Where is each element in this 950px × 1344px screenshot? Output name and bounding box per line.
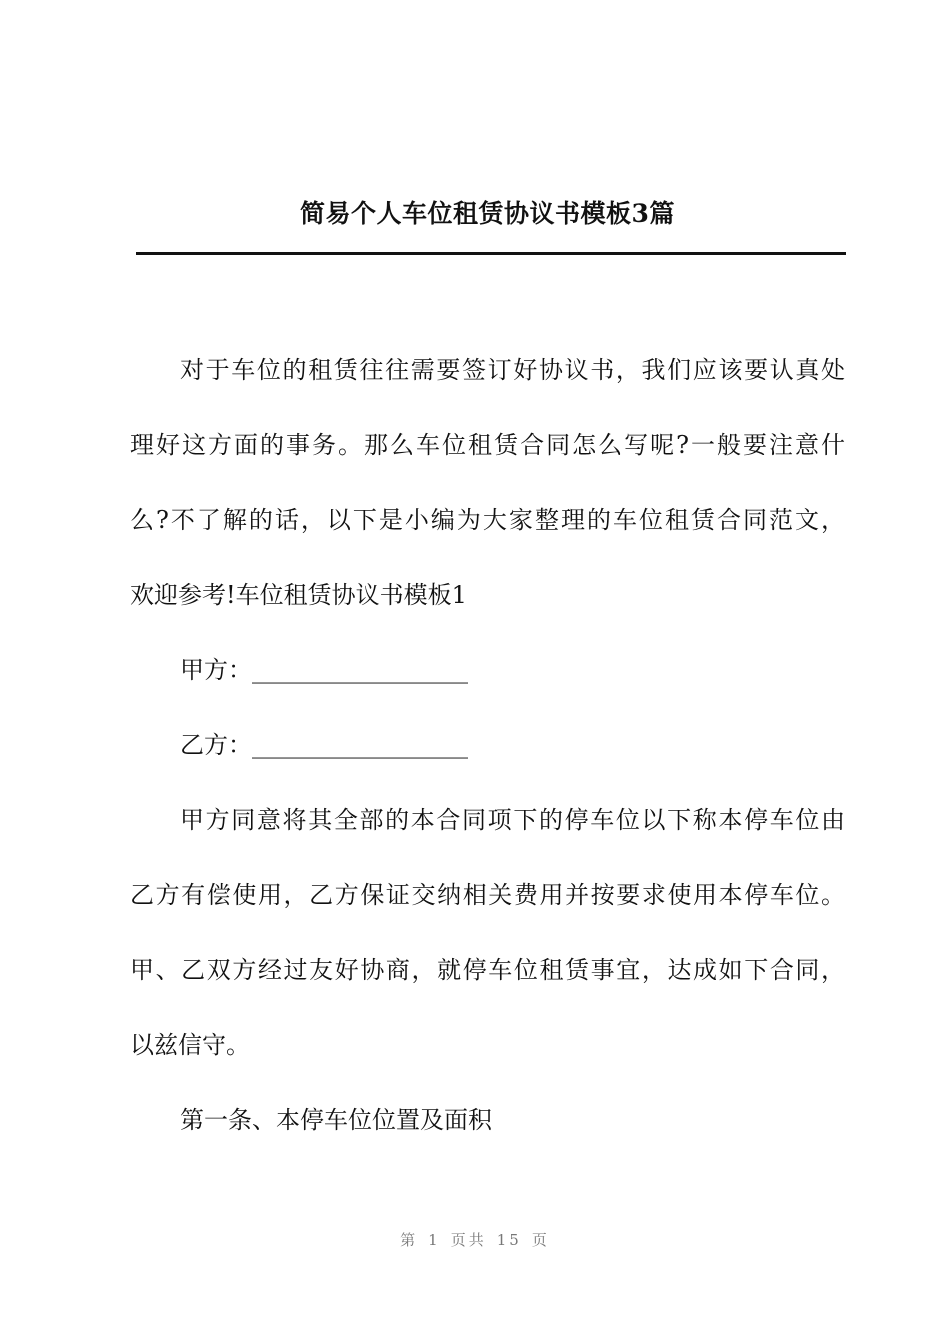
party-a-blank: __________________ <box>252 656 468 684</box>
intro-line-1: 对于车位的租赁往往需要签订好协议书，我们应该要认真处 <box>180 356 845 384</box>
agreement-line-1: 甲方同意将其全部的本合同项下的停车位以下称本停车位由 <box>180 806 845 834</box>
party-a-line <box>180 650 845 690</box>
intro-line-3: 么?不了解的话，以下是小编为大家整理的车位租赁合同范文， <box>130 506 845 534</box>
agreement-line-2: 乙方有偿使用，乙方保证交纳相关费用并按要求使用本停车位。 <box>130 881 845 909</box>
page-footer <box>0 1228 950 1252</box>
party-b-line <box>180 725 845 765</box>
article-1-heading: 第一条、本停车位位置及面积 <box>180 1106 492 1134</box>
footer-prefix: 第 <box>400 1231 419 1249</box>
agreement-line-3: 甲、乙双方经过友好协商，就停车位租赁事宜，达成如下合同， <box>130 956 845 984</box>
agreement-line-4: 以兹信守。 <box>130 1031 250 1059</box>
title-underline <box>136 252 846 255</box>
footer-page-number: 1 <box>428 1231 441 1249</box>
intro-line-2: 理好这方面的事务。那么车位租赁合同怎么写呢?一般要注意什 <box>130 431 845 459</box>
footer-page-total: 15 <box>496 1231 522 1249</box>
party-b-blank: __________________ <box>252 731 468 759</box>
footer-middle: 页共 <box>450 1231 487 1249</box>
footer-suffix: 页 <box>531 1231 550 1249</box>
document-title: 简易个人车位租赁协议书模板3篇 <box>300 199 675 228</box>
party-a-label: 甲方： <box>180 656 252 684</box>
party-b-label: 乙方： <box>180 731 252 759</box>
intro-line-4: 欢迎参考!车位租赁协议书模板1 <box>130 581 467 609</box>
